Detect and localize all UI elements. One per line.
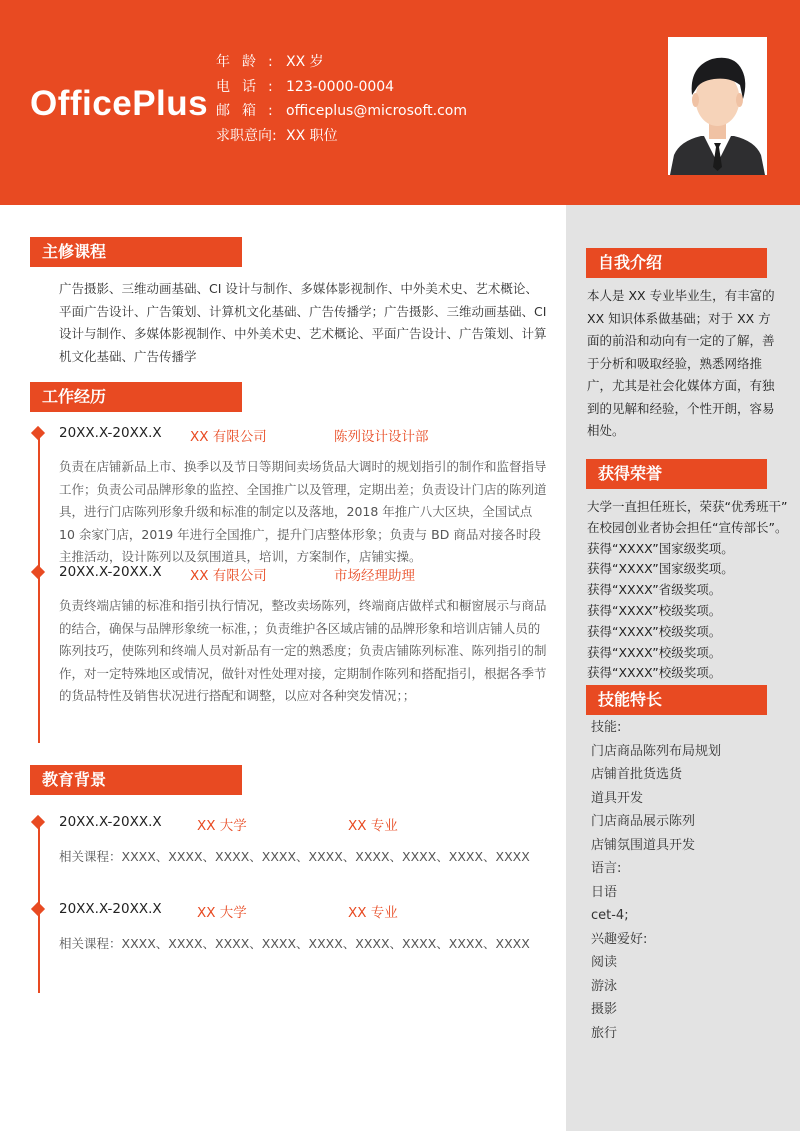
- edu-major: XX 专业: [348, 905, 398, 921]
- timeline-marker: [31, 426, 45, 440]
- info-phone: [216, 77, 467, 102]
- honors-heading: 获得荣誉: [586, 459, 767, 489]
- skill-item: 游泳: [591, 978, 618, 994]
- honor-item: 获得“XXXX”校级奖项。: [587, 665, 722, 681]
- honor-item: 获得“XXXX”校级奖项。: [587, 644, 722, 660]
- intro-heading: 自我介绍: [586, 248, 767, 278]
- info-intent: [216, 126, 467, 151]
- skill-item: 语言:: [591, 861, 622, 876]
- info-age-value: XX 岁: [286, 54, 324, 70]
- edu-courses: 相关课程：XXXX、XXXX、XXXX、XXXX、XXXX、XXXX、XXXX、XXXX、XXXX: [59, 936, 530, 951]
- edu-major: XX 专业: [348, 818, 398, 834]
- work-description: 负责在店铺新品上市、换季以及节日等期间卖场货品大调时的规划指引的制作和监督指导工作；负责公司品牌形象的监控、全国推广以及管理，定期出差；负责设计门店的陈列道具，进行门店陈列形象升级和标准的制定以及落地，2018 年推广八大区块，全国试点 10 余家门店，2019 年进行全国推广，提升门店整体形象；负责与 BD 商品对接各时段主推活动，设计陈列以及氛围道具，培训，方案制作，店铺实操。: [59, 459, 547, 564]
- skills-heading: 技能特长: [586, 685, 767, 715]
- honor-item: 获得“XXXX”校级奖项。: [587, 623, 722, 639]
- edu-school: XX 大学: [197, 818, 247, 834]
- honors-list: [587, 497, 792, 684]
- honor-item: 获得“XXXX”校级奖项。: [587, 602, 722, 618]
- work-timeline: [38, 433, 40, 743]
- edu-date: 20XX.X-20XX.X: [59, 814, 162, 830]
- work-company: XX 有限公司: [190, 429, 267, 445]
- edu-school: XX 大学: [197, 905, 247, 921]
- info-age-label: 年龄:: [216, 54, 285, 70]
- info-phone-value: 123-0000-0004: [286, 78, 395, 95]
- skill-item: 店铺首批货选货: [591, 767, 683, 782]
- honor-item: 获得“XXXX”国家级奖项。: [587, 540, 734, 556]
- header-banner: [0, 0, 800, 205]
- work-date: 20XX.X-20XX.X: [59, 425, 162, 441]
- info-age: [216, 52, 467, 77]
- work-position: 陈列设计设计部: [334, 429, 429, 445]
- info-email-label: 邮箱:: [216, 103, 285, 119]
- honor-item: 获得“XXXX”国家级奖项。: [587, 561, 734, 577]
- skill-item: 日语: [591, 884, 618, 900]
- timeline-marker: [31, 902, 45, 916]
- honor-item: 在校园创业者协会担任“宣传部长”。: [587, 519, 788, 535]
- edu-courses: 相关课程：XXXX、XXXX、XXXX、XXXX、XXXX、XXXX、XXXX、XXXX、XXXX: [59, 849, 530, 864]
- skill-item: 道具开发: [591, 790, 644, 806]
- profile-photo: [668, 37, 767, 175]
- skill-item: 门店商品展示陈列: [591, 814, 696, 829]
- personal-info: [216, 52, 467, 150]
- timeline-marker: [31, 815, 45, 829]
- skill-item: 旅行: [591, 1025, 618, 1041]
- edu-date: 20XX.X-20XX.X: [59, 901, 162, 917]
- skills-list: [591, 716, 721, 1045]
- info-intent-label: 求职意向:: [216, 127, 277, 144]
- info-email-value: officeplus@microsoft.com: [286, 103, 467, 119]
- courses-text: 广告摄影、三维动画基础、CI 设计与制作、多媒体影视制作、中外美术史、艺术概论、平面广告设计、广告策划、计算机文化基础、广告传播学；广告摄影、三维动画基础、CI 设计与制作、多媒体影视制作、中外美术史、艺术概论、平面广告设计、广告策划、计算机文化基础、广告传播学: [59, 281, 547, 364]
- work-date: 20XX.X-20XX.X: [59, 564, 162, 580]
- work-description: 负责终端店铺的标准和指引执行情况，整改卖场陈列，终端商店做样式和橱窗展示与商品的结合，确保与品牌形象统一标准，；负责维护各区域店铺的品牌形象和培训店铺人员的陈列技巧，使陈列和终端人员对新品有一定的熟悉度；负责店铺陈列标准、陈列指引的制作，对一定特殊地区或情况，做针对性处理对接，定期制作陈列和搭配指引，根据各季节的货品特性及销售状况进行搭配和调整，以应对各种突发情况；；: [59, 598, 547, 703]
- skill-item: 摄影: [591, 1002, 618, 1017]
- skill-item: 兴趣爱好:: [591, 931, 648, 947]
- timeline-marker: [31, 565, 45, 579]
- skill-item: 技能:: [591, 720, 622, 735]
- skill-item: 门店商品陈列布局规划: [591, 743, 722, 759]
- skill-item: cet-4;: [591, 908, 629, 923]
- courses-heading: 主修课程: [30, 237, 242, 267]
- skill-item: 阅读: [591, 955, 618, 970]
- work-heading: 工作经历: [30, 382, 242, 412]
- education-heading: 教育背景: [30, 765, 242, 795]
- work-company: XX 有限公司: [190, 568, 267, 584]
- info-email: [216, 101, 467, 126]
- brand-name: OfficePlus: [30, 84, 209, 123]
- info-intent-value: XX 职位: [286, 127, 338, 144]
- skill-item: 店铺氛围道具开发: [591, 837, 696, 853]
- work-position: 市场经理助理: [334, 568, 415, 584]
- honor-item: 大学一直担任班长，荣获“优秀班干”: [587, 499, 788, 514]
- intro-text: 本人是 XX 专业毕业生，有丰富的 XX 知识体系做基础；对于 XX 方面的前沿和动向有一定的了解，善于分析和吸取经验，熟悉网络推广，尤其是社会化媒体方面，有独到的见解和经验，个性开朗，容易相处。: [587, 288, 775, 438]
- avatar-icon: [668, 37, 767, 175]
- honor-item: 获得“XXXX”省级奖项。: [587, 582, 722, 598]
- info-phone-label: 电话:: [216, 78, 285, 95]
